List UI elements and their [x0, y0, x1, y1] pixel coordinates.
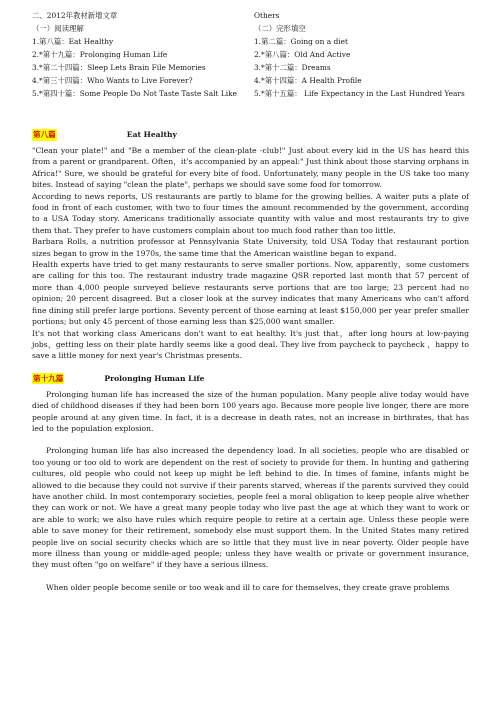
article-content: [32, 128, 469, 604]
article-paragraph: It's not that working class Americans don't want to eat healthy. It's just that，after long hours at low-paying jobs，getting less on their plate hardly seems like a good deal. They live from paycheck to paycheck ，happy to save a little money for next year's Christmas presents.: [32, 328, 469, 361]
toc-subsection-left: （一）阅读理解: [32, 24, 84, 33]
toc-section-title-right: Others: [253, 11, 280, 20]
article-heading: [32, 128, 469, 142]
article-paragraph: Prolonging human life has also increased the dependency load. In all societies, people who are disabled or too young or too old to work are dependent on the rest of society to provide for them. In hunting and gathering cultures, old people who could not keep up might be left behind to die. In times of famine, infants might be allowed to die because they could not survive if their parents starved, whereas if the parents survived they could have another child. In most contemporary societies, people feel a moral obligation to keep people alive whether they can work or not. We have a great many people today who live past the age at which they want to work or are able to work; we also have rules which require people to retire at a certain age. Unless these people were able to save money for their retirement, somebody else must support them. In the United States many retired people live on social security checks which are so little that they must live in near poverty. Older people have more illness than young or middle-aged people; unless they have wealth or private or government insurance, they must often "go on welfare" if they have a serious illness.: [32, 446, 469, 570]
toc-header-row: [32, 9, 472, 22]
toc-item-row: [32, 48, 472, 61]
article-paragraph: According to news reports, US restaurants are partly to blame for the growing bellies. A waiter puts a plate of food in front of each customer, with two to four times the amount recommended by the government, according to a USA Today story. Americans traditionally associate quantity with value and most restaurants try to give them that. They prefer to have customers complain about too much food rather than too little.: [32, 191, 469, 235]
toc-subsection-row: [32, 22, 472, 35]
article-title: Eat Healthy: [126, 130, 177, 140]
toc-item-right: 5.*第十五篇： Life Expectancy in the Last Hundred Years: [253, 89, 465, 98]
toc-item-left: 1.第八篇：Eat Healthy: [32, 37, 114, 46]
toc-item-row: [32, 87, 472, 100]
article-paragraph: Barbara Rolls, a nutrition professor at Pennsylvania State University, told USA Today that restaurant portion sizes began to grow in the 1970s, the same time that the American waistline began to expand.: [32, 237, 469, 258]
article-heading: [32, 372, 469, 386]
article-paragraph: Prolonging human life has increased the size of the human population. Many people alive today would have died of childhood diseases if they had been born 100 years ago. Because more people live longer, there are more people around at any given time. In fact, it is a decrease in death rates, not an increase in birthrates, that has led to the population explosion.: [32, 389, 469, 433]
article-paragraph: When older people become senile or too weak and ill to care for themselves, they create grave problems: [46, 582, 450, 592]
article-paragraph: "Clean your plate!" and "Be a member of the clean-plate -club!" Just about every kid in the US has heard this from a parent or grandparent. Often，it's accompanied by an appeal:" Just think about those starving orphans in Africa!" Sure, we should be grateful for every bite of food. Unfortunately, many people in the US take too many bites. Instead of saying "clean the plate", perhaps we should save some food for tomorrow.: [32, 146, 469, 190]
toc-item-row: [32, 74, 472, 87]
toc-item-right: 1.第二篇：Going on a diet: [253, 37, 348, 46]
toc-item-right: 4.*第十四篇：A Health Profile: [253, 76, 362, 85]
toc-section-title-left: 二、2012年教材新增文章: [32, 11, 118, 20]
article-number-badge: 第十九篇: [33, 374, 64, 384]
table-of-contents: [32, 9, 472, 100]
toc-subsection-right: （二）完形填空: [253, 24, 306, 33]
article-number-badge: 第八篇: [33, 130, 56, 140]
toc-item-right: 2.*第八篇：Old And Active: [253, 50, 351, 59]
toc-item-left: 2.*第十九篇：Prolonging Human Life: [32, 50, 168, 59]
toc-item-left: 5.*第四十篇：Some People Do Not Taste Taste Salt Like: [32, 89, 237, 98]
toc-item-left: 4.*第三十四篇：Who Wants to Live Forever?: [32, 76, 193, 85]
toc-item-left: 3.*第二十四篇：Sleep Lets Brain File Memories: [32, 63, 206, 72]
toc-item-row: [32, 35, 472, 48]
toc-item-right: 3.*第十二篇：Dreams: [253, 63, 331, 72]
toc-item-row: [32, 61, 472, 74]
article-title: Prolonging Human Life: [104, 374, 205, 384]
article-paragraph: Health experts have tried to get many restaurants to serve smaller portions. Now, apparently，some customers are calling for this too. The restaurant industry trade magazine QSR reported last month that 57 percent of more than 4,000 people surveyed believe restaurants serve portions that are too large; 23 percent had no opinion; 20 percent disagreed. But a closer look at the survey indicates that many Americans who can't afford fine dining still prefer large portions. Seventy percent of those earning at least $150,000 per year prefer smaller portions; but only 45 percent of those earning less than $25,000 want smaller.: [32, 260, 469, 327]
